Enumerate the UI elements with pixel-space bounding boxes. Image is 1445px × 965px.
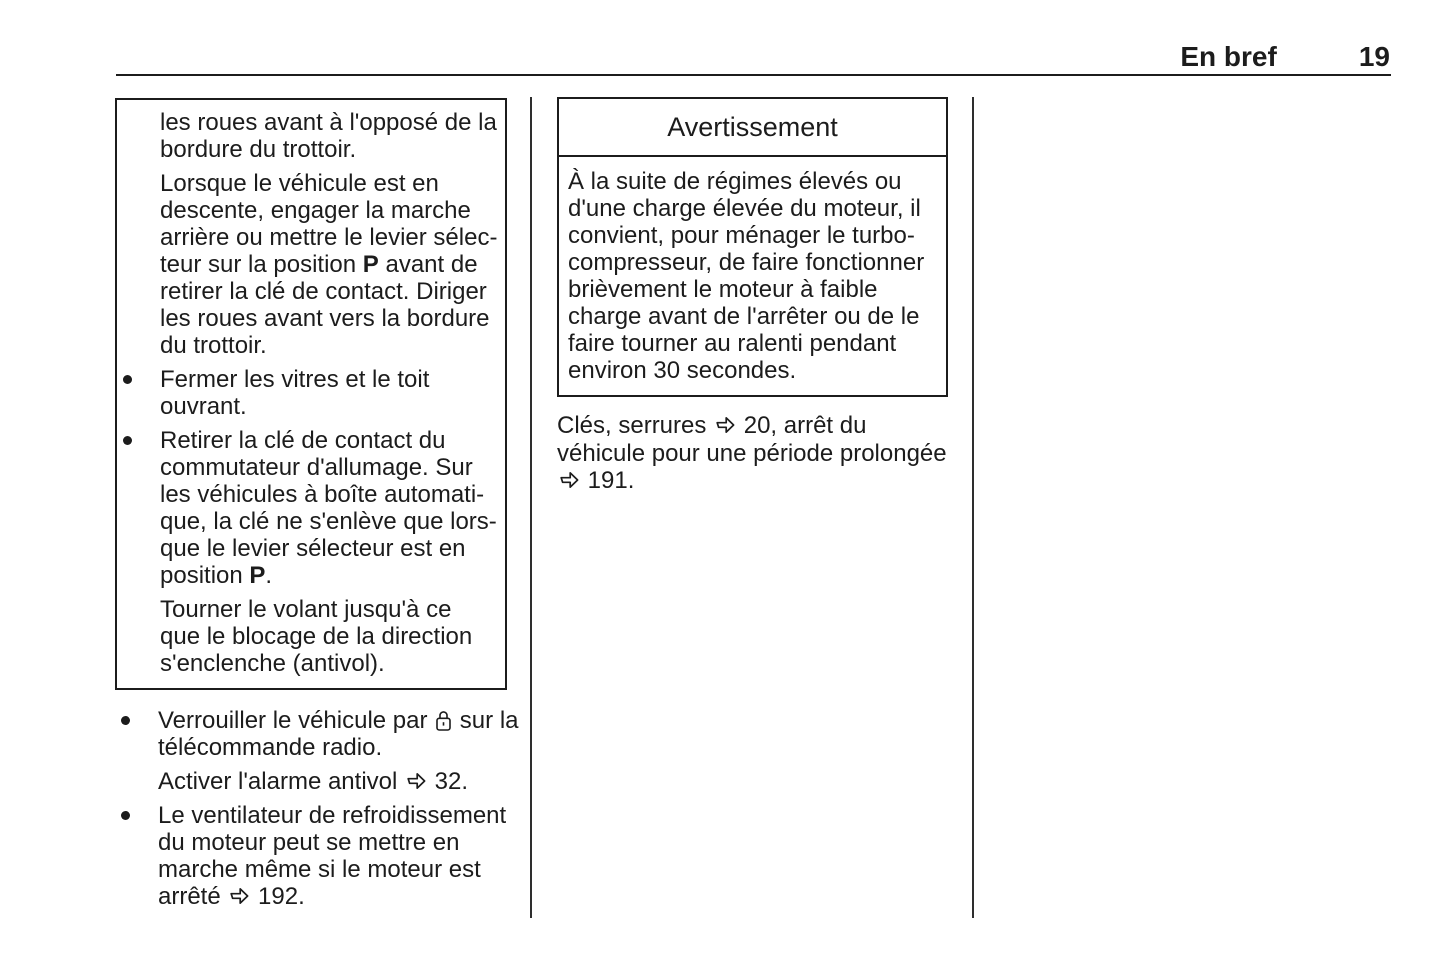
text-line: Le ventilateur de refroidissement	[158, 802, 507, 829]
column-separator-right	[972, 97, 974, 918]
bullet-list-item	[117, 427, 505, 589]
text-line: descente, engager la marche	[160, 197, 471, 224]
paragraph	[117, 170, 505, 359]
text-line: marche même si le moteur est	[158, 856, 481, 883]
gear-position-label: P	[362, 251, 379, 278]
text-line: les roues avant à l'opposé de la	[160, 109, 497, 136]
left-column-list	[115, 707, 517, 917]
text-line: Lorsque le véhicule est en	[160, 170, 439, 197]
column-separator-left	[530, 97, 532, 918]
text-line: brièvement le moteur à faible	[568, 276, 878, 303]
bullet-list-item	[115, 802, 517, 910]
header-rule	[116, 74, 1391, 76]
page-reference-arrow-icon	[557, 467, 581, 495]
page-reference-arrow-icon	[713, 412, 737, 440]
text-line: Retirer la clé de contact du	[160, 427, 446, 454]
paragraph	[117, 109, 505, 163]
paragraph	[117, 596, 505, 677]
text-line: d'une charge élevée du moteur, il	[568, 195, 921, 222]
text-line: retirer la clé de contact. Diriger	[160, 278, 487, 305]
paragraph	[115, 768, 517, 795]
text-line: télécommande radio.	[158, 734, 383, 761]
procedure-box-content	[117, 109, 505, 677]
text-line: À la suite de régimes élevés ou	[568, 168, 902, 195]
text-line: compresseur, de faire fonctionner	[568, 249, 925, 276]
text-line: position P.	[160, 562, 273, 589]
text-line: bordure du trottoir.	[160, 136, 357, 163]
text-line: du trottoir.	[160, 332, 267, 359]
text-line: Verrouiller le véhicule par sur la	[158, 707, 519, 734]
text-line: Fermer les vitres et le toit	[160, 366, 430, 393]
text-line: véhicule pour une période prolongée	[557, 439, 947, 467]
text-line: que, la clé ne s'enlève que lors-	[160, 508, 497, 535]
text-line: du moteur peut se mettre en	[158, 829, 460, 856]
warning-box	[557, 97, 948, 397]
text-line: convient, pour ménager le turbo-	[568, 222, 915, 249]
text-line: Tourner le volant jusqu'à ce	[160, 596, 452, 623]
text-line: Clés, serrures 20, arrêt du	[557, 412, 867, 439]
text-line: les roues avant vers la bordure	[160, 305, 490, 332]
text-line: arrêté 192.	[158, 883, 305, 910]
text-line: s'enclenche (antivol).	[160, 650, 385, 677]
text-line: faire tourner au ralenti pendant	[568, 330, 897, 357]
page-reference-arrow-icon	[227, 883, 251, 910]
text-line: environ 30 secondes.	[568, 357, 797, 384]
text-line: les véhicules à boîte automati-	[160, 481, 485, 508]
page-number: 19	[1358, 41, 1390, 72]
lock-icon	[434, 707, 453, 734]
warning-box-body	[559, 157, 946, 384]
text-line: commutateur d'allumage. Sur	[160, 454, 473, 481]
chapter-title: En bref	[1180, 41, 1277, 72]
warning-box-title: Avertissement	[559, 99, 946, 157]
text-line: arrière ou mettre le levier sélec-	[160, 224, 498, 251]
text-line: que le blocage de la direction	[160, 623, 473, 650]
text-line: ouvrant.	[160, 393, 247, 420]
procedure-box	[115, 98, 507, 690]
page-header	[1180, 41, 1390, 73]
gear-position-label: P	[249, 562, 266, 589]
text-line: que le levier sélecteur est en	[160, 535, 466, 562]
text-line: charge avant de l'arrêter ou de le	[568, 303, 920, 330]
bullet-list-item	[115, 707, 517, 761]
text-line: teur sur la position P avant de	[160, 251, 478, 278]
text-line: Activer l'alarme antivol 32.	[158, 768, 469, 795]
text-line: 191.	[557, 467, 961, 495]
cross-references	[557, 412, 961, 495]
bullet-list-item	[117, 366, 505, 420]
page-reference-arrow-icon	[404, 768, 428, 795]
